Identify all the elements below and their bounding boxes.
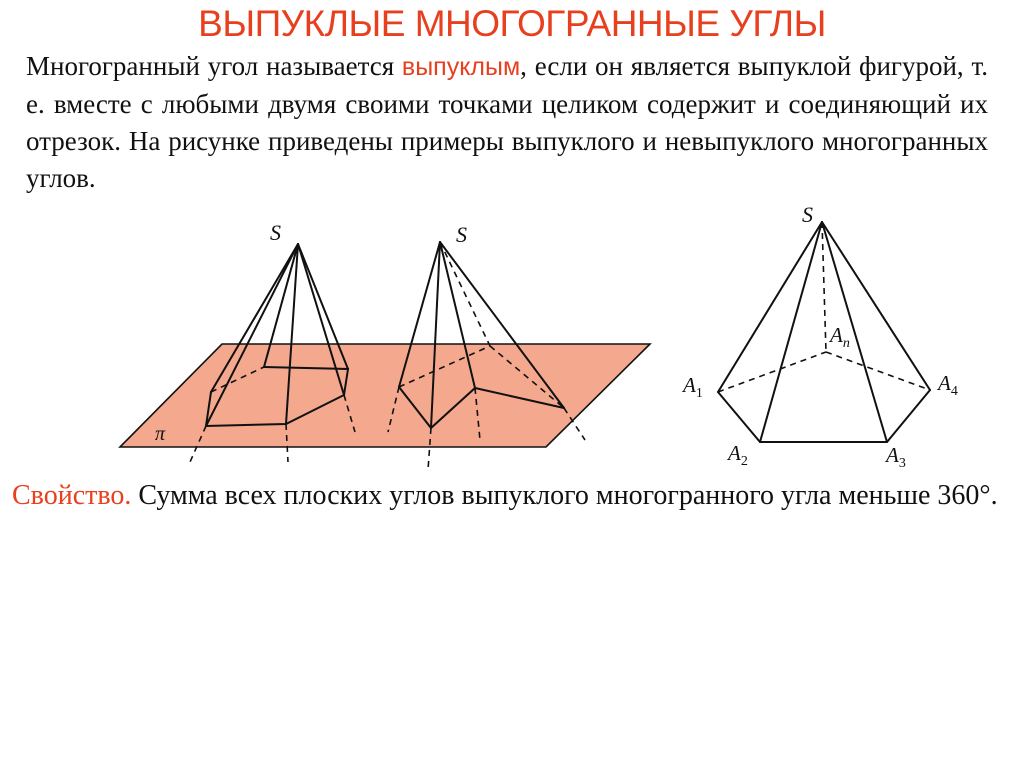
definition-text-start: Многогранный угол называется	[26, 51, 402, 81]
edge-sa1	[718, 222, 822, 392]
definition-paragraph	[26, 48, 988, 197]
vertex-label-a3: $A_3$	[886, 443, 906, 471]
definition-highlight: выпуклым	[401, 53, 521, 81]
plane-pi	[120, 344, 650, 447]
edge-sa4	[822, 222, 930, 390]
nonconvex-hidden-edge	[440, 242, 490, 346]
apex-label-nonconvex: S	[456, 222, 467, 247]
vertex-label-an: $A_n$	[830, 323, 850, 351]
vertex-label-a2: $A_2$	[728, 441, 748, 469]
hidden-edge-san	[822, 222, 826, 352]
base-front	[718, 390, 930, 442]
definition-text-end: , если он является выпуклой фигурой, т. е. вместе с любыми двумя своими точками целиком содержит и соединяющий их отрезок. На рисунке приведены примеры выпуклого и невыпуклого многогранных углов.	[26, 51, 988, 193]
vertex-label-a4: $A_4$	[938, 371, 958, 399]
property-label: Свойство.	[12, 480, 132, 511]
figure-labeled-polyhedral-angle	[676, 200, 976, 480]
apex-label: S	[802, 202, 813, 227]
property-paragraph	[12, 476, 1012, 515]
hidden-base-an-a4	[826, 352, 930, 390]
hidden-base-a1-an	[718, 352, 826, 392]
plane-label: π	[155, 423, 166, 445]
apex-label-convex: S	[270, 220, 281, 245]
figure-convex-and-nonconvex-angles	[112, 215, 592, 480]
edge-sa2	[760, 222, 822, 442]
vertex-label-a1: $A_1$	[683, 373, 703, 401]
slide-title: ВЫПУКЛЫЕ МНОГОГРАННЫЕ УГЛЫ	[198, 3, 826, 44]
property-text: Сумма всех плоских углов выпуклого многогранного угла меньше 360°.	[131, 480, 998, 511]
